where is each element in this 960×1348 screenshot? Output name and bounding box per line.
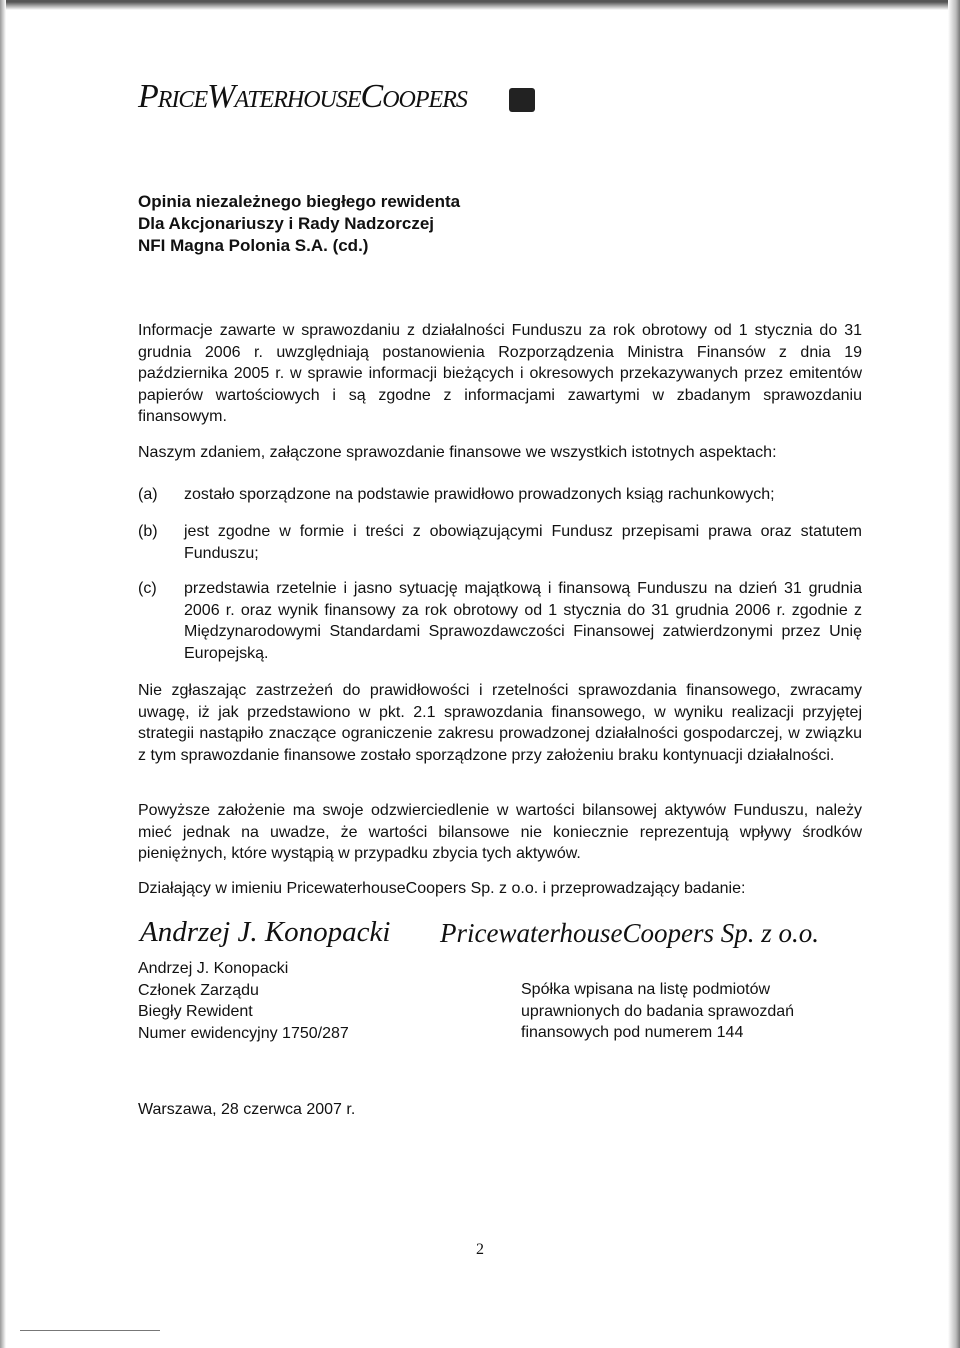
paragraph-going-concern: Powyższe założenie ma swoje odzwierciedlenie w wartości bilansowej aktywów Funduszu, należy mieć jednak na uwadze, że wartości bilansowe nie koniecznie reprezentują wpływy środków pieniężnych, które wystąpią w przypadku zbycia tych aktywów. bbox=[138, 802, 862, 862]
title-line-2: Dla Akcjonariuszy i Rady Nadzorczej bbox=[138, 214, 435, 233]
paragraph-emphasis: Nie zgłaszając zastrzeżeń do prawidłowości i rzetelności sprawozdania finansowego, zwracamy uwagę, iż jak przedstawiono w pkt. 2.1 sprawozdania finansowego, w wyniku realizacji przyjętej strategii nastąpiło znaczące ograniczenie zakresu prowadzonej działalności gospodarczej, w związku z tym sprawozdanie finansowe zostało sporządzone przy założeniu braku kontynuacji działalności. bbox=[138, 682, 862, 764]
firm-details bbox=[521, 979, 794, 1044]
auditor-position: Członek Zarządu bbox=[138, 981, 259, 999]
firm-signature-text: PricewaterhouseCoopers Sp. z o.o. bbox=[440, 918, 819, 948]
scan-right-edge bbox=[948, 0, 960, 1348]
auditor-title: Biegły Rewident bbox=[138, 1003, 253, 1020]
auditor-registration: Numer ewidencyjny 1750/287 bbox=[138, 1024, 349, 1042]
paragraph-report-info: Informacje zawarte w sprawozdaniu z działalności Funduszu za rok obrotowy od 1 stycznia do 31 grudnia 2006 r. uwzględniają postanowienia Rozporządzenia Ministra Finansów z dnia 19 października 2005 r. w sprawie informacji bieżących i okresowych przekazywanych przez emitentów papierów wartościowych i są zgodne z informacjami zawartymi w zbadanym sprawozdaniu finansowym. bbox=[138, 322, 862, 425]
opinion-item-b: jest zgodne w formie i treści z obowiązującymi Fundusz przepisami prawa oraz statutem Funduszu; bbox=[184, 523, 862, 562]
paragraph-signatory-intro: Działający w imieniu PricewaterhouseCoopers Sp. z o.o. i przeprowadzający badanie: bbox=[138, 880, 746, 897]
footer-rule bbox=[20, 1330, 160, 1331]
firm-signature bbox=[440, 918, 819, 949]
place-and-date: Warszawa, 28 czerwca 2007 r. bbox=[138, 1101, 356, 1118]
firm-detail-line-2: uprawnionych do badania sprawozdań bbox=[521, 1002, 795, 1020]
title-line-3: NFI Magna Polonia S.A. (cd.) bbox=[138, 236, 369, 255]
document-title bbox=[138, 191, 460, 257]
firm-detail-line-1: Spółka wpisana na listę podmiotów bbox=[521, 981, 771, 998]
company-logo: PRICEWATERHOUSECOOPERS bbox=[138, 78, 467, 115]
scan-top-edge bbox=[0, 0, 960, 10]
opinion-item-c: przedstawia rzetelnie i jasno sytuację majątkową i finansową Funduszu na dzień 31 grudnia 2006 r. oraz wynik finansowy za rok obrotowy od 1 stycznia do 31 grudnia 2006 r. zgodnie z Międzynarodowymi Standardami Sprawozdawczości Finansowej zatwierdzonymi przez Unię Europejską. bbox=[184, 580, 862, 662]
auditor-name: Andrzej J. Konopacki bbox=[138, 960, 289, 977]
opinion-item-label-c: (c) bbox=[138, 580, 157, 597]
paragraph-opinion-intro: Naszym zdaniem, załączone sprawozdanie finansowe we wszystkich istotnych aspektach: bbox=[138, 444, 777, 461]
scan-left-edge bbox=[0, 0, 6, 1348]
auditor-details bbox=[138, 958, 349, 1044]
opinion-item-a: zostało sporządzone na podstawie prawidłowo prowadzonych ksiąg rachunkowych; bbox=[184, 486, 775, 503]
logo-mark-icon bbox=[509, 88, 535, 112]
opinion-item-label-a: (a) bbox=[138, 486, 158, 503]
firm-detail-line-3: finansowych pod numerem 144 bbox=[521, 1024, 744, 1041]
auditor-signature bbox=[140, 916, 390, 949]
auditor-signature-text: Andrzej J. Konopacki bbox=[140, 916, 391, 948]
title-line-1: Opinia niezależnego biegłego rewidenta bbox=[138, 192, 461, 211]
page-number: 2 bbox=[476, 1241, 484, 1258]
opinion-item-label-b: (b) bbox=[138, 523, 158, 540]
